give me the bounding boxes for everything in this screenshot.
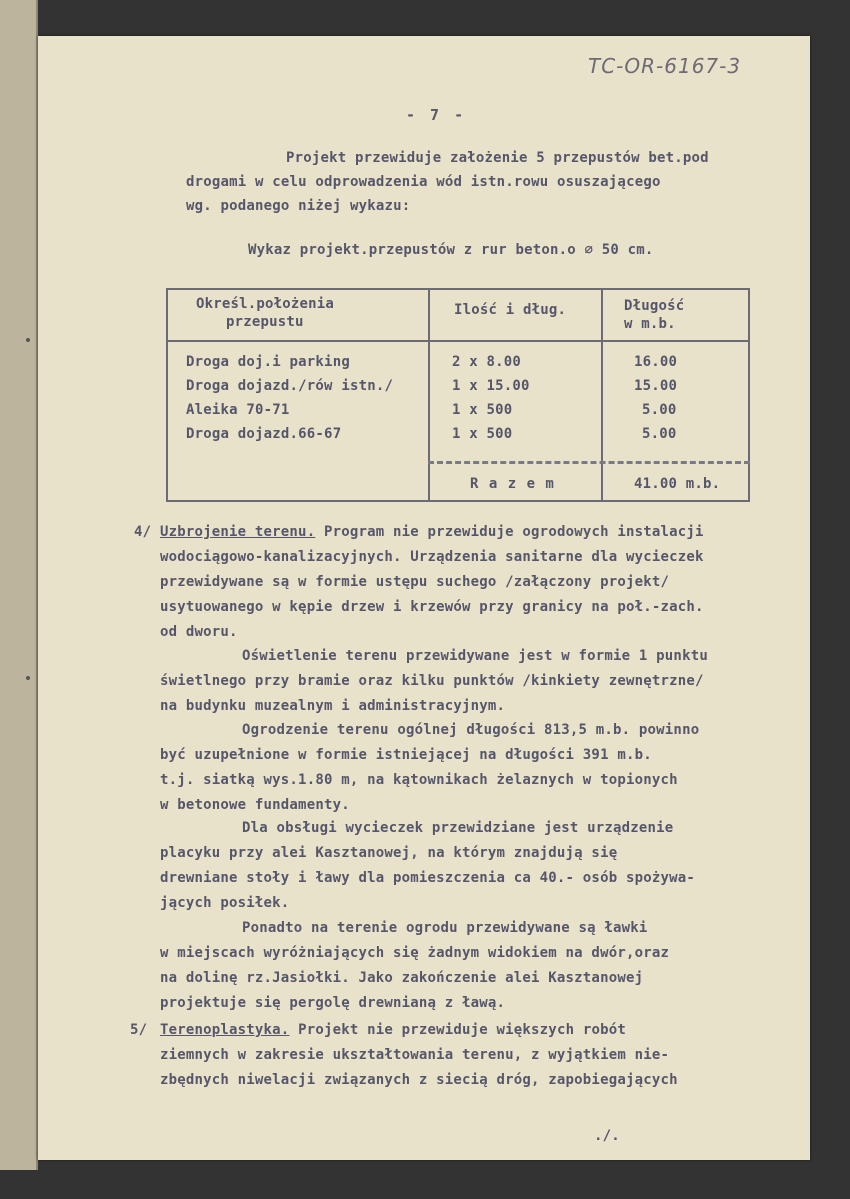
table-cell-length: 5.00 [642,402,677,418]
section-first-line [160,1022,626,1038]
section-line: usytuowanego w kępie drzew i krzewów przy granicy na poł.-zach. [160,599,704,615]
header-quantity: Ilość i dług. [454,302,567,318]
paragraph-line: być uzupełnione w formie istniejącej na długości 391 m.b. [160,747,652,763]
continuation-mark: ./. [594,1128,620,1144]
paragraph-line: w betonowe fundamenty. [160,797,350,813]
section-heading: Terenoplastyka. [160,1022,290,1038]
paragraph-line: t.j. siatką wys.1.80 m, na kątownikach żelaznych w topionych [160,772,678,788]
paragraph-line: projektuje się pergolę drewnianą z ławą. [160,995,506,1011]
header-location: Określ.położenia [196,296,335,312]
paragraph-line: w miejscach wyróżniających się żadnym widokiem na dwór,oraz [160,945,670,961]
intro-line: drogami w celu odprowadzenia wód istn.rowu osuszającego [186,174,661,190]
page-number: - 7 - [406,106,467,124]
table-cell-length: 5.00 [642,426,677,442]
paragraph-first-line: Ponadto na terenie ogrodu przewidywane są ławki [242,920,648,936]
paragraph-first-line: Ogrodzenie terenu ogólnej długości 813,5 m.b. powinno [242,722,700,738]
header-length: w m.b. [624,316,676,332]
section-text: Program nie przewiduje ogrodowych instalacji [323,524,704,540]
header-location: przepustu [226,314,304,330]
header-length: Długość [624,298,685,314]
table-total-rule [428,461,750,464]
intro-line: wg. podanego niżej wykazu: [186,198,411,214]
table-cell-quantity: 1 x 500 [452,426,513,442]
section-heading: Uzbrojenie terenu. [160,524,316,540]
paragraph-line: drewniane stoły i ławy dla pomieszczenia ca 40.- osób spożywa- [160,870,695,886]
table-column-divider [428,288,430,502]
paragraph-line: placyku przy alei Kasztanowej, na którym znajdują się [160,845,618,861]
paragraph-first-line: Oświetlenie terenu przewidywane jest w formie 1 punktu [242,648,708,664]
table-cell-quantity: 1 x 500 [452,402,513,418]
archive-number: TC-OR-6167-3 [588,54,742,78]
paragraph-line: świetlnego przy bramie oraz kilku punktów /kinkiety zewnętrzne/ [160,673,704,689]
document-page [38,36,810,1160]
punch-hole [26,676,30,680]
table-cell-length: 16.00 [634,354,678,370]
paragraph-first-line: Dla obsługi wycieczek przewidziane jest urządzenie [242,820,674,836]
table-cell-location: Droga doj.i parking [186,354,350,370]
table-cell-location: Aleika 70-71 [186,402,290,418]
section-line: wodociągowo-kanalizacyjnych. Urządzenia sanitarne dla wycieczek [160,549,704,565]
table-cell-quantity: 2 x 8.00 [452,354,522,370]
table-caption: Wykaz projekt.przepustów z rur beton.o ∅ 50 cm. [248,242,654,258]
section-line: ziemnych w zakresie ukształtowania terenu, z wyjątkiem nie- [160,1047,670,1063]
paragraph-line: na budynku muzealnym i administracyjnym. [160,698,506,714]
table-cell-location: Droga dojazd./rów istn./ [186,378,394,394]
table-total-label: R a z e m [470,476,555,492]
intro-line: Projekt przewiduje założenie 5 przepustów bet.pod [286,150,709,166]
underlying-sheet-edge [0,0,38,1170]
table-cell-quantity: 1 x 15.00 [452,378,530,394]
section-line: przewidywane są w formie ustępu suchego /załączony projekt/ [160,574,670,590]
section-line: zbędnych niwelacji związanych z siecią dróg, zapobiegających [160,1072,678,1088]
section-number: 5/ [130,1022,148,1038]
paragraph-line: jących posiłek. [160,895,290,911]
table-total-value: 41.00 m.b. [634,476,721,492]
section-text: Projekt nie przewiduje większych robót [298,1022,626,1038]
paragraph-line: na dolinę rz.Jasiołki. Jako zakończenie alei Kasztanowej [160,970,644,986]
table-cell-length: 15.00 [634,378,678,394]
section-first-line [160,524,704,540]
table-header-rule [166,340,750,342]
section-line: od dworu. [160,624,238,640]
table-column-divider [601,288,603,502]
punch-hole [26,338,30,342]
table-cell-location: Droga dojazd.66-67 [186,426,342,442]
section-number: 4/ [134,524,152,540]
